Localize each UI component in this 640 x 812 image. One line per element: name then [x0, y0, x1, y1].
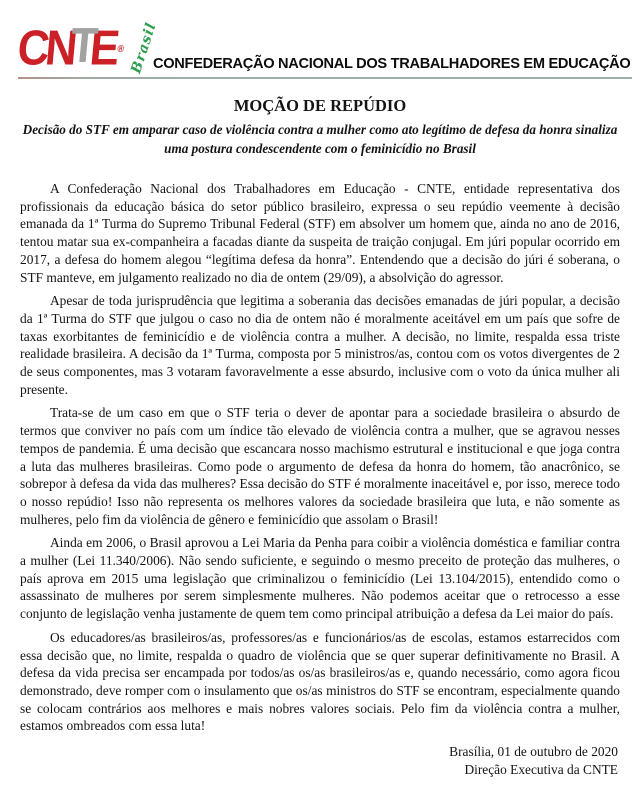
header-divider: [18, 77, 632, 79]
document-body: [20, 158, 620, 735]
logo-letter-t: T: [67, 18, 96, 74]
logo-letter-c: C: [15, 20, 49, 76]
logo-letter-n: N: [42, 20, 76, 76]
paragraph-3: Trata-se de um caso em que o STF teria o dever de apontar para a sociedade brasileira o absurdo de termos que conviver no país com um índice tão elevado de violência contra a mulher, que se agravou nesses tempos de pandemia. É uma decisão que escancara nosso machismo estrutural e institucional e que joga contra a luta das mulheres brasileiras. Como pode o argumento de defesa da honra do homem, tão anacrônico, se sobrepor à defesa da vida das mulheres? Essa decisão do STF é moralmente inaceitável e, por isso, merece todo o nosso repúdio! Isso não representa os melhores valores da sociedade brasileira que luta, e não somente as mulheres, pelo fim da violência de gênero e feminicídio que assolam o Brasil!: [20, 405, 620, 527]
letterhead: [0, 0, 640, 97]
logo-letter-e: E: [87, 20, 119, 76]
brasil-script-text: Brasil: [128, 20, 160, 76]
paragraph-4: Ainda em 2006, o Brasil aprovou a Lei Maria da Penha para coibir a violência doméstica e familiar contra a mulher (Lei 11.340/2006). Não sendo suficiente, e seguindo o mesmo preceito de proteção das mulheres, o país aprova em 2015 uma legislação que criminalizou o feminicídio (Lei 13.104/2015), entendido como o assassinato de mulheres por serem simplesmente mulheres. Não podemos aceitar que o retrocesso a esse conjunto de legislação venha justamente de quem tem como principal atribuição a defesa da Lei maior do país.: [20, 535, 620, 622]
document-title: MOÇÃO DE REPÚDIO: [233, 96, 407, 115]
paragraph-1: A Confederação Nacional dos Trabalhadores em Educação - CNTE, entidade representativa dos profissionais da educação básica do setor público brasileiro, expressa o seu repúdio veemente à decisão emanada da 1ª Turma do Supremo Tribunal Federal (STF) em absolver um homem que, ainda no ano de 2016, tentou matar sua ex-companheira a facadas diante da suspeita de traição conjugal. Em júri popular ocorrido em 2017, a defesa do homem alegou “legítima defesa da honra”. Entendendo que a decisão do júri é soberana, o STF manteve, em julgamento realizado no dia de ontem (29/09), a absolvição do agressor.: [20, 181, 620, 285]
signature-place-date: Brasília, 01 de outubro de 2020: [449, 744, 618, 760]
paragraph-2: Apesar de toda jurisprudência que legitima a soberania das decisões emanadas de júri popular, a decisão da 1ª Turma do STF que julgou o caso no dia de ontem não é moralmente aceitável em um país que sofre de taxas exorbitantes de feminicídio e de violência contra a mulher. A decisão, no limite, respalda essa triste realidade brasileira. A decisão da 1ª Turma, composta por 5 ministros/as, contou com os votos divergentes de 2 de seus componentes, mas 3 votaram favoravelmente a esse absurdo, inclusive com o voto da única mulher ali presente.: [20, 293, 620, 397]
signature-signer: Direção Executiva da CNTE: [464, 761, 618, 777]
cnte-logo: [15, 18, 126, 78]
registered-trademark-icon: ®: [116, 43, 125, 55]
document-subtitle: Decisão do STF em amparar caso de violência contra a mulher como ato legítimo de defesa da honra sinaliza uma postura condescendente com o feminicídio no Brasil: [22, 122, 618, 156]
organization-name: CONFEDERAÇÃO NACIONAL DOS TRABALHADORES EM EDUCAÇÃO: [153, 56, 631, 72]
signature-block: [0, 743, 618, 778]
paragraph-5: Os educadores/as brasileiros/as, professores/as e funcionários/as de escolas, estamos estarrecidos com essa decisão que, no limite, respalda o quadro de violência que se quer superar definitivamente no Brasil. A defesa da vida precisa ser encampada por todos/as os/as brasileiros/as e, quando necessário, como agora ficou demonstrado, deve romper com o insulamento que os/as ministros do STF se encontram, especialmente quando se colocam contrários aos melhores e mais nobres valores sociais. Pelo fim da violência contra a mulher, estamos ombreados com essa luta!: [20, 629, 620, 734]
